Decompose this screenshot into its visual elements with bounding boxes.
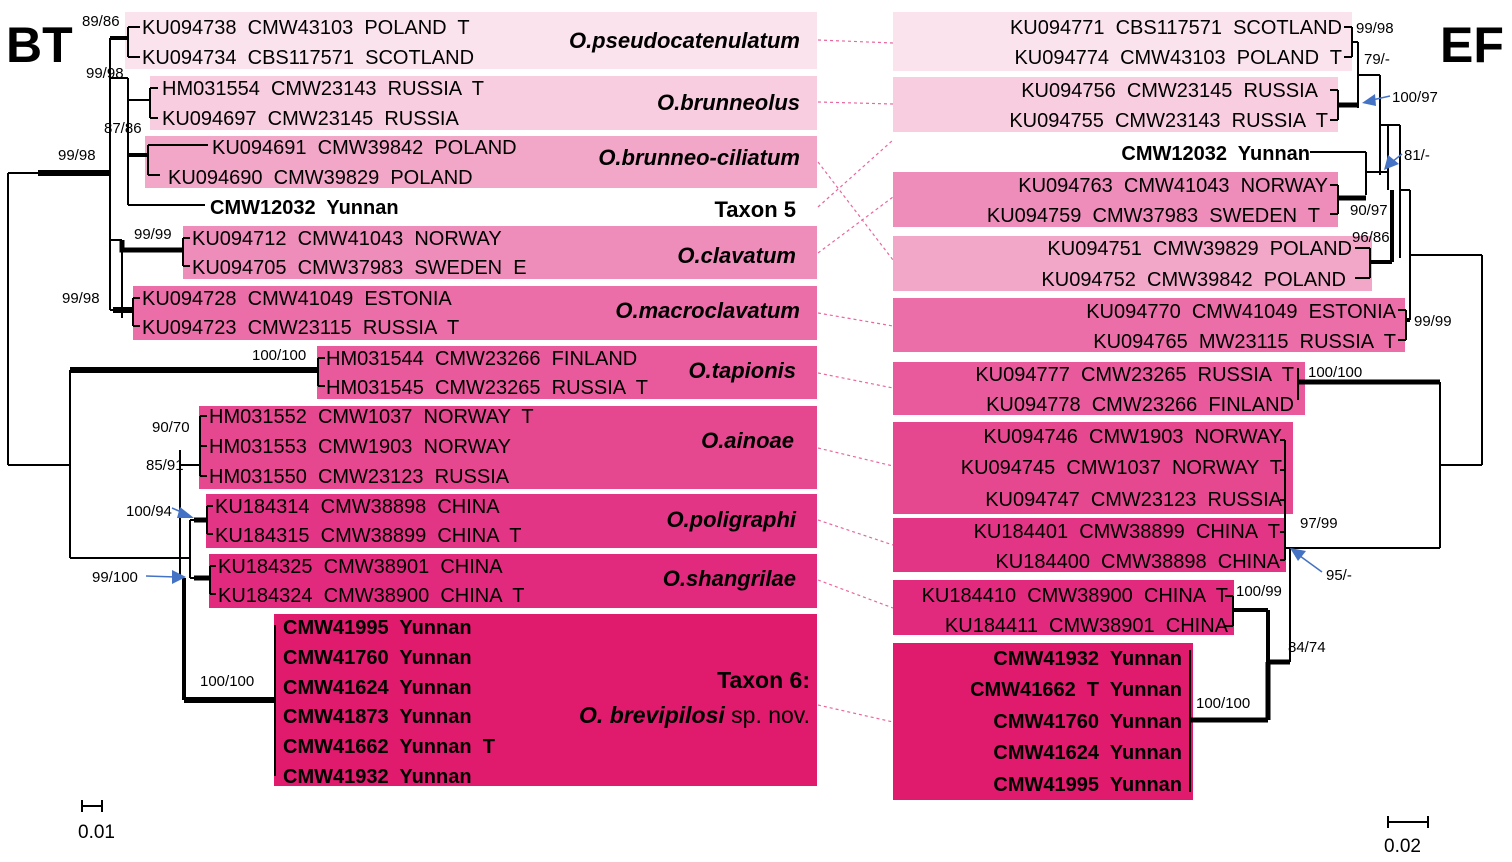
ef-leaf-taxon6: CMW41932 Yunnan [993, 648, 1182, 670]
connector [818, 373, 893, 388]
ef-leaf: KU184401 CMW38899 CHINA T [973, 521, 1280, 543]
connector [818, 313, 893, 326]
connector [818, 705, 893, 722]
species-label-brunneolus: O.brunneolus [657, 90, 800, 115]
ef-leaf: KU094747 CMW23123 RUSSIA [985, 489, 1282, 511]
ef-leaf-taxon6: CMW41662 T Yunnan [970, 679, 1182, 701]
bt-tree [8, 12, 817, 843]
ef-leaf: KU094765 MW23115 RUSSIA T [1093, 331, 1396, 353]
bt-leaf: KU094705 CMW37983 SWEDEN E [192, 257, 527, 279]
ef-scale-label: 0.02 [1384, 836, 1421, 857]
support-value: 81/- [1404, 147, 1430, 164]
support-value: 84/74 [1288, 639, 1326, 656]
ef-leaf-taxon6: CMW41760 Yunnan [993, 711, 1182, 733]
bt-leaf: KU094734 CBS117571 SCOTLAND [142, 47, 475, 69]
connector [818, 520, 893, 545]
ef-leaf: KU094746 CMW1903 NORWAY [983, 426, 1282, 448]
species-label-ainoae: O.ainoae [701, 428, 794, 453]
bt-leaf-taxon6: CMW41873 Yunnan [283, 706, 472, 728]
support-value: 90/70 [152, 419, 190, 436]
ef-leaf-taxon6: CMW41624 Yunnan [993, 742, 1182, 764]
bt-leaf: HM031552 CMW1037 NORWAY T [209, 406, 534, 428]
bt-leaf: KU094723 CMW23115 RUSSIA T [142, 317, 460, 339]
ef-leaf: KU094770 CMW41049 ESTONIA [1086, 301, 1396, 323]
bt-scale-label: 0.01 [78, 822, 115, 843]
ef-leaf: KU094763 CMW41043 NORWAY [1018, 175, 1328, 197]
bt-leaf: HM031544 CMW23266 FINLAND [326, 348, 638, 370]
ef-leaf-labels [922, 17, 1397, 796]
species-label-tapionis: O.tapionis [688, 358, 796, 383]
bt-leaf: KU184325 CMW38901 CHINA [218, 556, 503, 578]
support-arrow-head [1362, 94, 1376, 106]
species-label-pseudocatenulatum: O.pseudocatenulatum [568, 28, 800, 53]
bt-leaf: KU184315 CMW38899 CHINA T [215, 525, 522, 547]
support-value: 100/97 [1392, 89, 1438, 106]
ef-leaf: KU094771 CBS117571 SCOTLAND [1009, 17, 1342, 39]
species-label-taxon5: Taxon 5 [714, 197, 796, 222]
bt-scale-bar [82, 800, 102, 812]
support-value: 97/99 [1300, 515, 1338, 532]
ef-panel-label: EF [1440, 17, 1504, 73]
bt-leaf: HM031553 CMW1903 NORWAY [209, 436, 511, 458]
support-value: 99/99 [1414, 313, 1452, 330]
support-value: 99/98 [86, 65, 124, 82]
ef-leaf: KU184400 CMW38898 CHINA [995, 551, 1280, 573]
support-value: 99/98 [62, 290, 100, 307]
ef-leaf: KU094755 CMW23143 RUSSIA T [1009, 110, 1328, 132]
species-label-poligraphi: O.poligraphi [666, 507, 796, 532]
species-label-taxon6: Taxon 6: [717, 667, 810, 693]
support-value: 95/- [1326, 567, 1352, 584]
bt-leaf: KU094691 CMW39842 POLAND [212, 137, 517, 159]
connector [818, 140, 893, 207]
support-value: 99/100 [92, 569, 138, 586]
ef-scale-bar [1388, 816, 1428, 828]
support-value: 99/99 [134, 226, 172, 243]
ef-leaf: KU094774 CMW43103 POLAND T [1014, 47, 1342, 69]
species-label-macroclavatum: O.macroclavatum [615, 298, 800, 323]
bt-leaf: KU094738 CMW43103 POLAND T [142, 17, 470, 39]
connector-lines [818, 40, 893, 722]
species-label-brevipilosi: O. brevipilosi sp. nov. [579, 702, 810, 728]
clade-box-taxon6 [274, 614, 817, 786]
species-label-clavatum: O.clavatum [677, 243, 796, 268]
connector [818, 448, 893, 466]
bt-leaf: KU184324 CMW38900 CHINA T [218, 585, 525, 607]
bt-leaf-taxon6: CMW41662 Yunnan T [283, 736, 495, 758]
ef-leaf: KU184410 CMW38900 CHINA T [921, 585, 1228, 607]
ef-tree [893, 12, 1482, 857]
ef-leaf: KU094756 CMW23145 RUSSIA [1021, 80, 1318, 102]
bt-leaf-taxon6: CMW41995 Yunnan [283, 617, 472, 639]
support-value: 90/97 [1350, 202, 1388, 219]
support-value: 99/98 [1356, 20, 1394, 37]
support-value: 100/100 [1308, 364, 1363, 381]
bt-leaf: HM031545 CMW23265 RUSSIA T [326, 377, 648, 399]
ef-leaf-taxon6: CMW41995 Yunnan [993, 774, 1182, 796]
support-value: 89/86 [82, 13, 120, 30]
support-value: 100/100 [252, 347, 307, 364]
bt-leaf: KU094690 CMW39829 POLAND [168, 167, 473, 189]
ef-leaf-taxon5: CMW12032 Yunnan [1121, 143, 1310, 165]
ef-leaf: KU094759 CMW37983 SWEDEN T [986, 205, 1320, 227]
support-value: 100/94 [126, 503, 172, 520]
support-arrow [1300, 556, 1322, 572]
support-value: 96/86 [1352, 229, 1390, 246]
support-value: 87/86 [104, 120, 142, 137]
connector [818, 40, 893, 43]
bt-leaf: KU094728 CMW41049 ESTONIA [142, 288, 452, 310]
bt-leaf-taxon6: CMW41932 Yunnan [283, 766, 472, 788]
support-value: 100/100 [1196, 695, 1251, 712]
bt-panel-label: BT [6, 17, 73, 73]
bt-leaf: HM031554 CMW23143 RUSSIA T [162, 78, 484, 100]
bt-leaf: KU094712 CMW41043 NORWAY [192, 228, 502, 250]
species-label-brunneo-ciliatum: O.brunneo-ciliatum [598, 145, 800, 170]
ef-leaf: KU094751 CMW39829 POLAND [1047, 238, 1352, 260]
support-value: 100/99 [1236, 583, 1282, 600]
connector [818, 580, 893, 608]
connector [818, 102, 893, 104]
ef-leaf: KU094752 CMW39842 POLAND [1041, 269, 1346, 291]
bt-leaf: KU184314 CMW38898 CHINA [215, 496, 500, 518]
support-arrow [146, 576, 176, 577]
support-value: 99/98 [58, 147, 96, 164]
ef-leaf: KU094777 CMW23265 RUSSIA T [975, 364, 1294, 386]
ef-leaf: KU094745 CMW1037 NORWAY T [960, 457, 1282, 479]
species-label-shangrilae: O.shangrilae [662, 566, 796, 591]
bt-leaf-taxon5: CMW12032 Yunnan [210, 197, 399, 219]
ef-leaf: KU184411 CMW38901 CHINA [944, 615, 1228, 637]
bt-leaf-taxon6: CMW41624 Yunnan [283, 677, 472, 699]
support-value: 85/91 [146, 457, 184, 474]
support-arrow-head [177, 507, 194, 518]
bt-leaf-taxon6: CMW41760 Yunnan [283, 647, 472, 669]
support-value: 100/100 [200, 673, 255, 690]
ef-leaf: KU094778 CMW23266 FINLAND [986, 394, 1294, 416]
support-value: 79/- [1364, 51, 1390, 68]
bt-leaf: KU094697 CMW23145 RUSSIA [162, 108, 459, 130]
bt-leaf: HM031550 CMW23123 RUSSIA [209, 466, 510, 488]
